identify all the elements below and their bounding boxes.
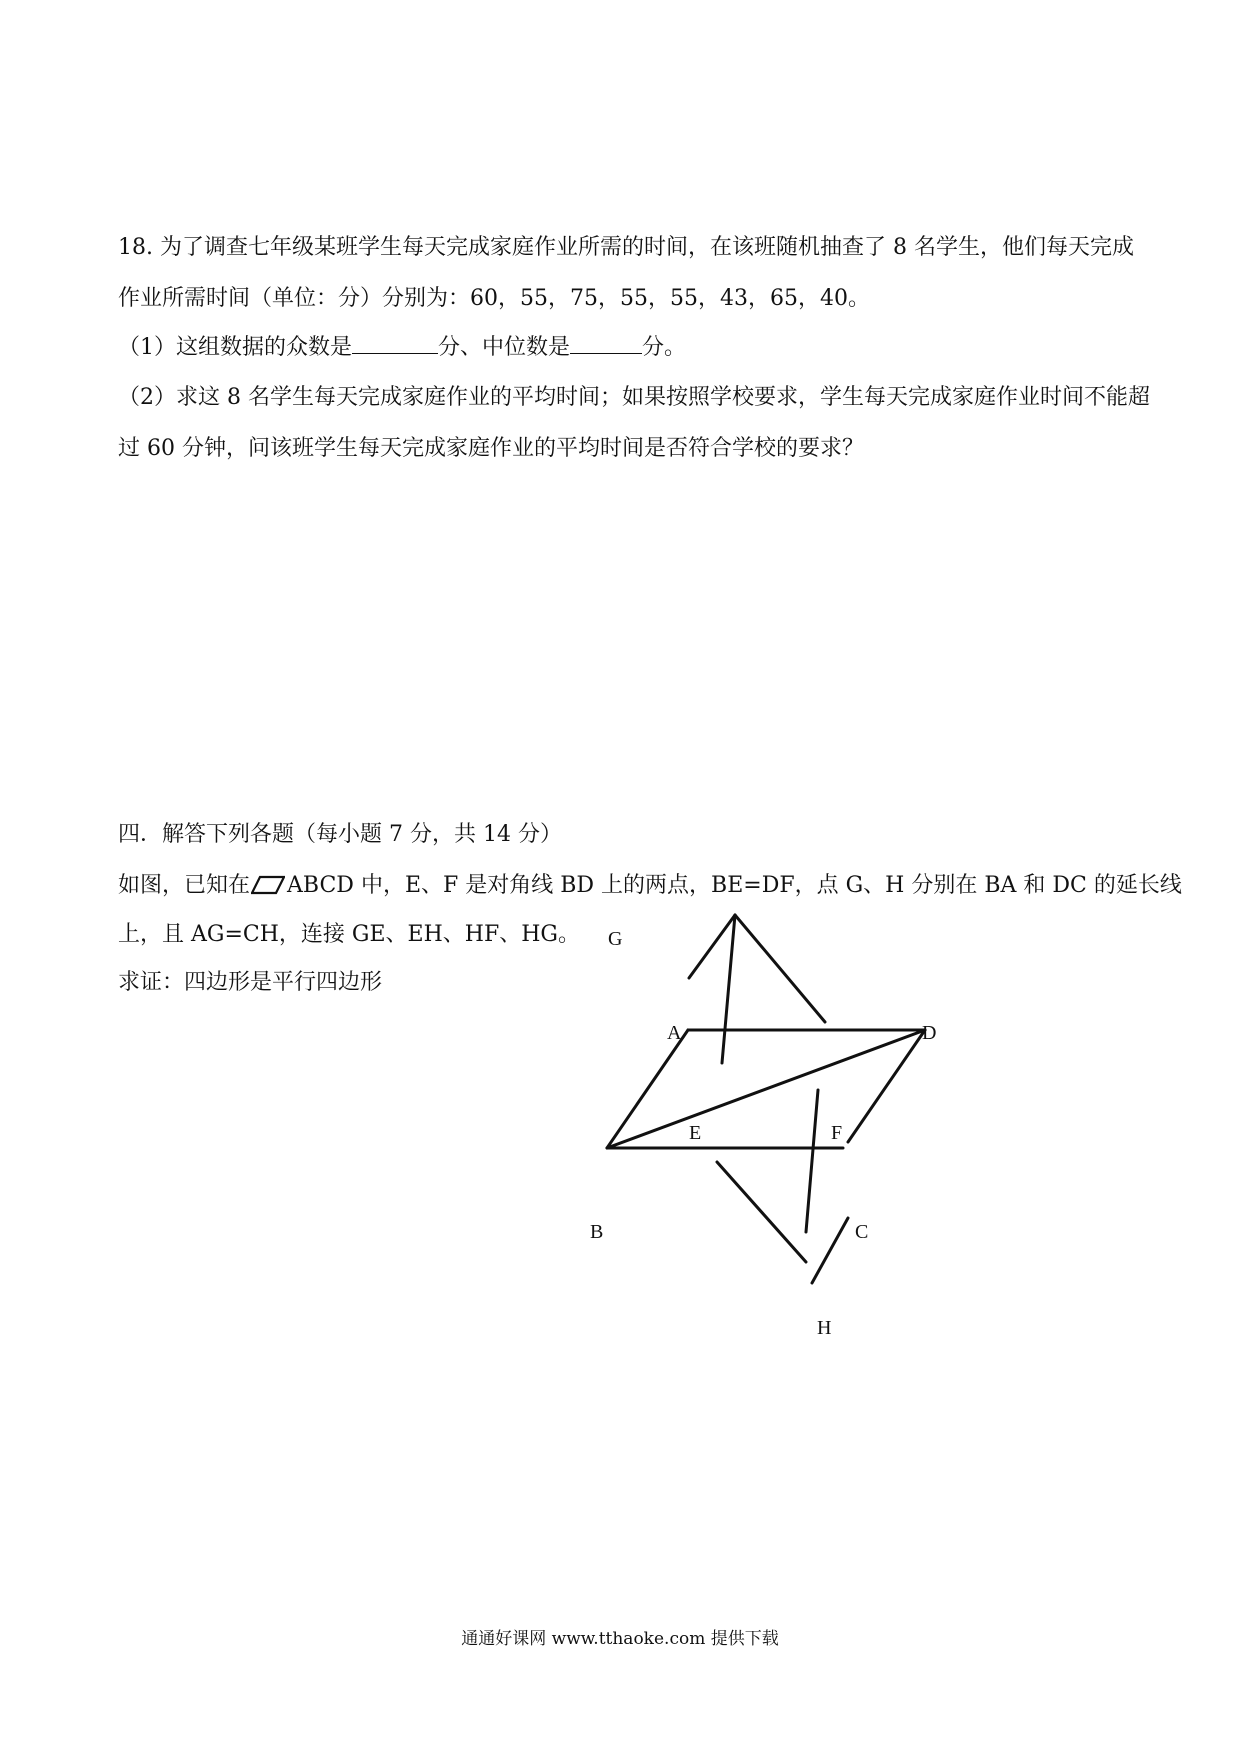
point-label-e: E [689, 1122, 702, 1144]
section-4-line-1 [118, 871, 1182, 901]
q18-line-2: 作业所需时间（单位：分）分别为：60，55，75，55，55，43，65，40。 [118, 286, 870, 311]
side-dc [848, 1030, 925, 1142]
point-label-g: G [608, 928, 623, 950]
q18-part-1-text-c: 分。 [642, 335, 687, 360]
point-label-h: H [817, 1317, 832, 1339]
q18-line-1: 18. 为了调查七年级某班学生每天完成家庭作业所需的时间，在该班随机抽查了 8 名学生，他们每天完成 [118, 235, 1134, 260]
section-4-line-1-text-a: 如图，已知在 [118, 873, 251, 898]
side-ab [607, 1030, 688, 1148]
line-g-e [722, 915, 735, 1063]
q18-part-2-line-1: （2）求这 8 名学生每天完成家庭作业的平均时间；如果按照学校要求，学生每天完成家庭作业时间不能超 [118, 385, 1150, 410]
section-4-line-1-text-b: ABCD 中，E、F 是对角线 BD 上的两点，BE=DF，点 G、H 分别在 BA 和 DC 的延长线 [287, 873, 1182, 898]
line-h-f [806, 1090, 818, 1232]
diagonal-bd [607, 1030, 925, 1148]
line-h-c [812, 1218, 848, 1283]
q18-part-1 [118, 333, 686, 363]
mode-answer-blank[interactable] [352, 333, 438, 354]
point-label-b: B [590, 1221, 604, 1243]
page-footer: 通通好课网 www.tthaoke.com 提供下载 [461, 1629, 779, 1649]
section-4-heading: 四．解答下列各题（每小题 7 分，共 14 分） [118, 822, 562, 847]
line-g-left [689, 915, 735, 978]
prove-statement: 求证：四边形是平行四边形 [118, 970, 383, 995]
line-g-right [735, 915, 825, 1022]
section-4-line-2: 上，且 AG=CH，连接 GE、EH、HF、HG。 [118, 922, 580, 947]
q18-part-1-text-a: （1）这组数据的众数是 [118, 335, 352, 360]
point-label-d: D [922, 1022, 937, 1044]
q18-part-1-text-b: 分、中位数是 [438, 335, 571, 360]
point-label-f: F [831, 1122, 843, 1144]
point-label-c: C [855, 1221, 869, 1243]
point-label-a: A [667, 1022, 682, 1044]
median-answer-blank[interactable] [570, 333, 642, 354]
q18-part-2-line-2: 过 60 分钟，问该班学生每天完成家庭作业的平均时间是否符合学校的要求？ [118, 436, 864, 461]
line-e-h [717, 1162, 806, 1262]
parallelogram-symbol-icon [251, 875, 285, 895]
